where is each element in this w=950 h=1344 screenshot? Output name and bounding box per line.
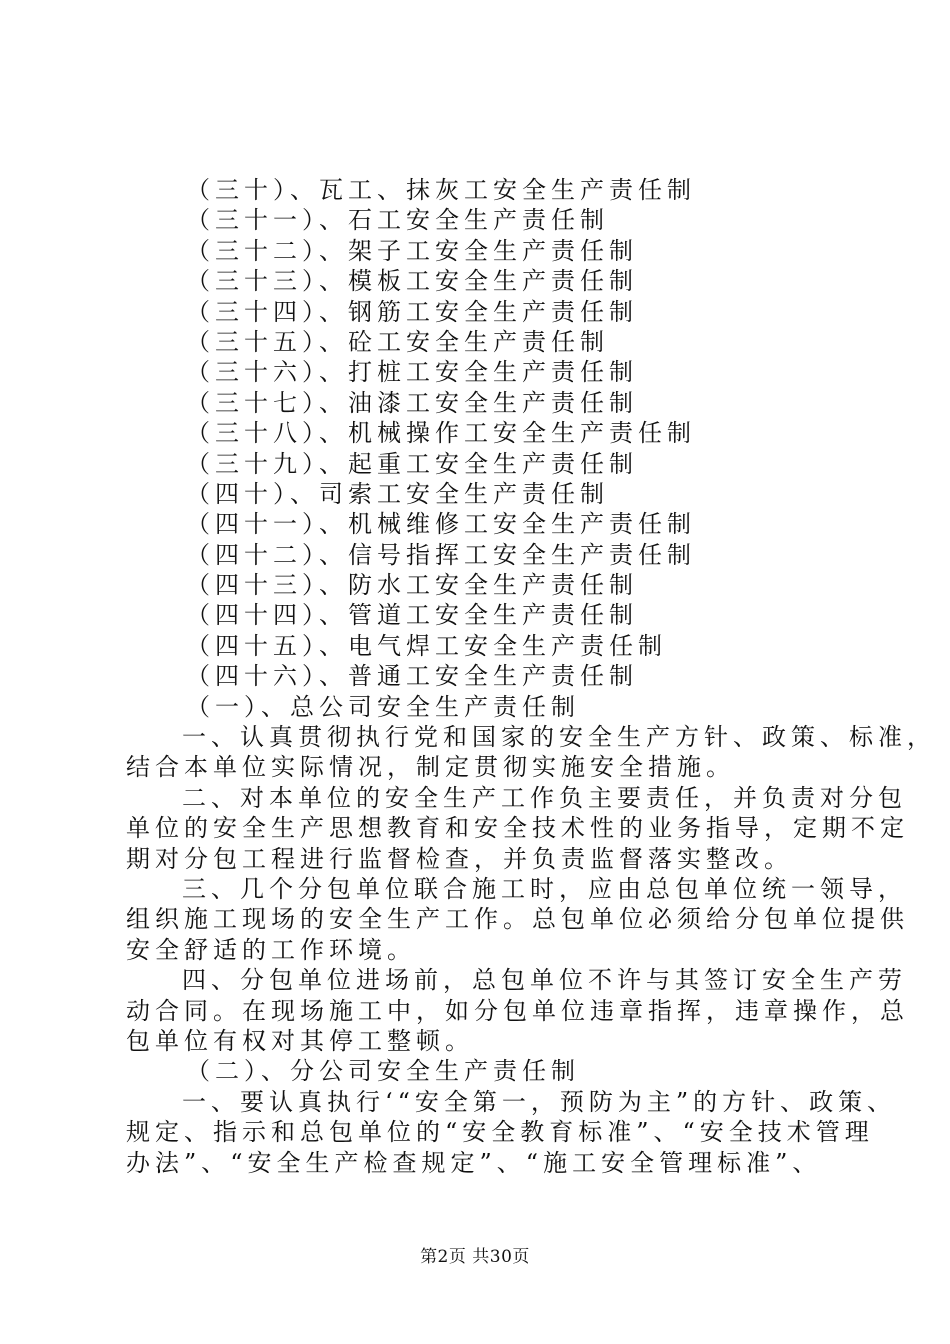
list-item: （四十一）、机械维修工安全生产责任制 <box>186 510 696 539</box>
paragraph-line: 规定、指示和总包单位的“安全教育标准”、“安全技术管理 <box>126 1118 874 1147</box>
paragraph-line: 二、对本单位的安全生产工作负主要责任，并负责对分包 <box>182 783 907 812</box>
section-heading: （一）、总公司安全生产责任制 <box>186 692 580 721</box>
paragraph <box>126 874 909 965</box>
section-paragraphs <box>126 722 936 1056</box>
list-item: （三十二）、架子工安全生产责任制 <box>186 236 638 265</box>
paragraph <box>126 783 909 874</box>
paragraph-line: 动合同。在现场施工中，如分包单位违章指挥，违章操作，总 <box>126 996 909 1025</box>
paragraph-line: 期对分包工程进行监督检查，并负责监督落实整改。 <box>126 844 793 873</box>
list-item: （四十六）、普通工安全生产责任制 <box>186 662 638 691</box>
list-item: （三十）、瓦工、抹灰工安全生产责任制 <box>186 176 696 204</box>
page-number: 第2页 共30页 <box>420 1247 530 1267</box>
document-body <box>126 175 936 1178</box>
list-item: （四十五）、电气焊工安全生产责任制 <box>186 631 667 660</box>
paragraph-line: 包单位有权对其停工整顿。 <box>126 1026 474 1055</box>
list-item: （三十三）、模板工安全生产责任制 <box>186 267 638 296</box>
paragraph-line: 一、认真贯彻执行党和国家的安全生产方针、政策、标准， <box>182 723 936 752</box>
list-item: （三十五）、砼工安全生产责任制 <box>186 327 609 356</box>
paragraph <box>126 1087 897 1178</box>
paragraph <box>126 722 936 783</box>
list-item: （三十六）、打桩工安全生产责任制 <box>186 358 638 387</box>
paragraph-line: 组织施工现场的安全生产工作。总包单位必须给分包单位提供 <box>126 905 909 934</box>
section-heading: （二）、分公司安全生产责任制 <box>186 1057 580 1086</box>
list-item: （四十四）、管道工安全生产责任制 <box>186 601 638 630</box>
paragraph-line: 结合本单位实际情况，制定贯彻实施安全措施。 <box>126 753 735 782</box>
paragraph-line: 一、要认真执行‘“安全第一，预防为主”的方针、政策、 <box>182 1087 897 1116</box>
paragraph-line: 四、分包单位进场前，总包单位不许与其签订安全生产劳 <box>182 966 907 995</box>
list-item: （三十七）、油漆工安全生产责任制 <box>186 388 638 417</box>
section-paragraphs <box>126 1087 897 1178</box>
list-item: （四十）、司索工安全生产责任制 <box>186 479 609 508</box>
list-item: （三十一）、石工安全生产责任制 <box>186 206 609 235</box>
list-item: （四十三）、防水工安全生产责任制 <box>186 571 638 600</box>
paragraph-line: 三、几个分包单位联合施工时，应由总包单位统一领导， <box>182 874 907 903</box>
paragraph <box>126 965 909 1056</box>
paragraph-line: 办法”、“安全生产检查规定”、“施工安全管理标准”、 <box>126 1148 822 1177</box>
list-item: （三十八）、机械操作工安全生产责任制 <box>186 419 696 448</box>
list-item: （三十九）、起重工安全生产责任制 <box>186 449 638 478</box>
list-item: （三十四）、钢筋工安全生产责任制 <box>186 297 638 326</box>
paragraph-line: 安全舒适的工作环境。 <box>126 935 416 964</box>
list-item: （四十二）、信号指挥工安全生产责任制 <box>186 540 696 569</box>
responsibility-list <box>126 175 836 692</box>
paragraph-line: 单位的安全生产思想教育和安全技术性的业务指导，定期不定 <box>126 814 909 843</box>
